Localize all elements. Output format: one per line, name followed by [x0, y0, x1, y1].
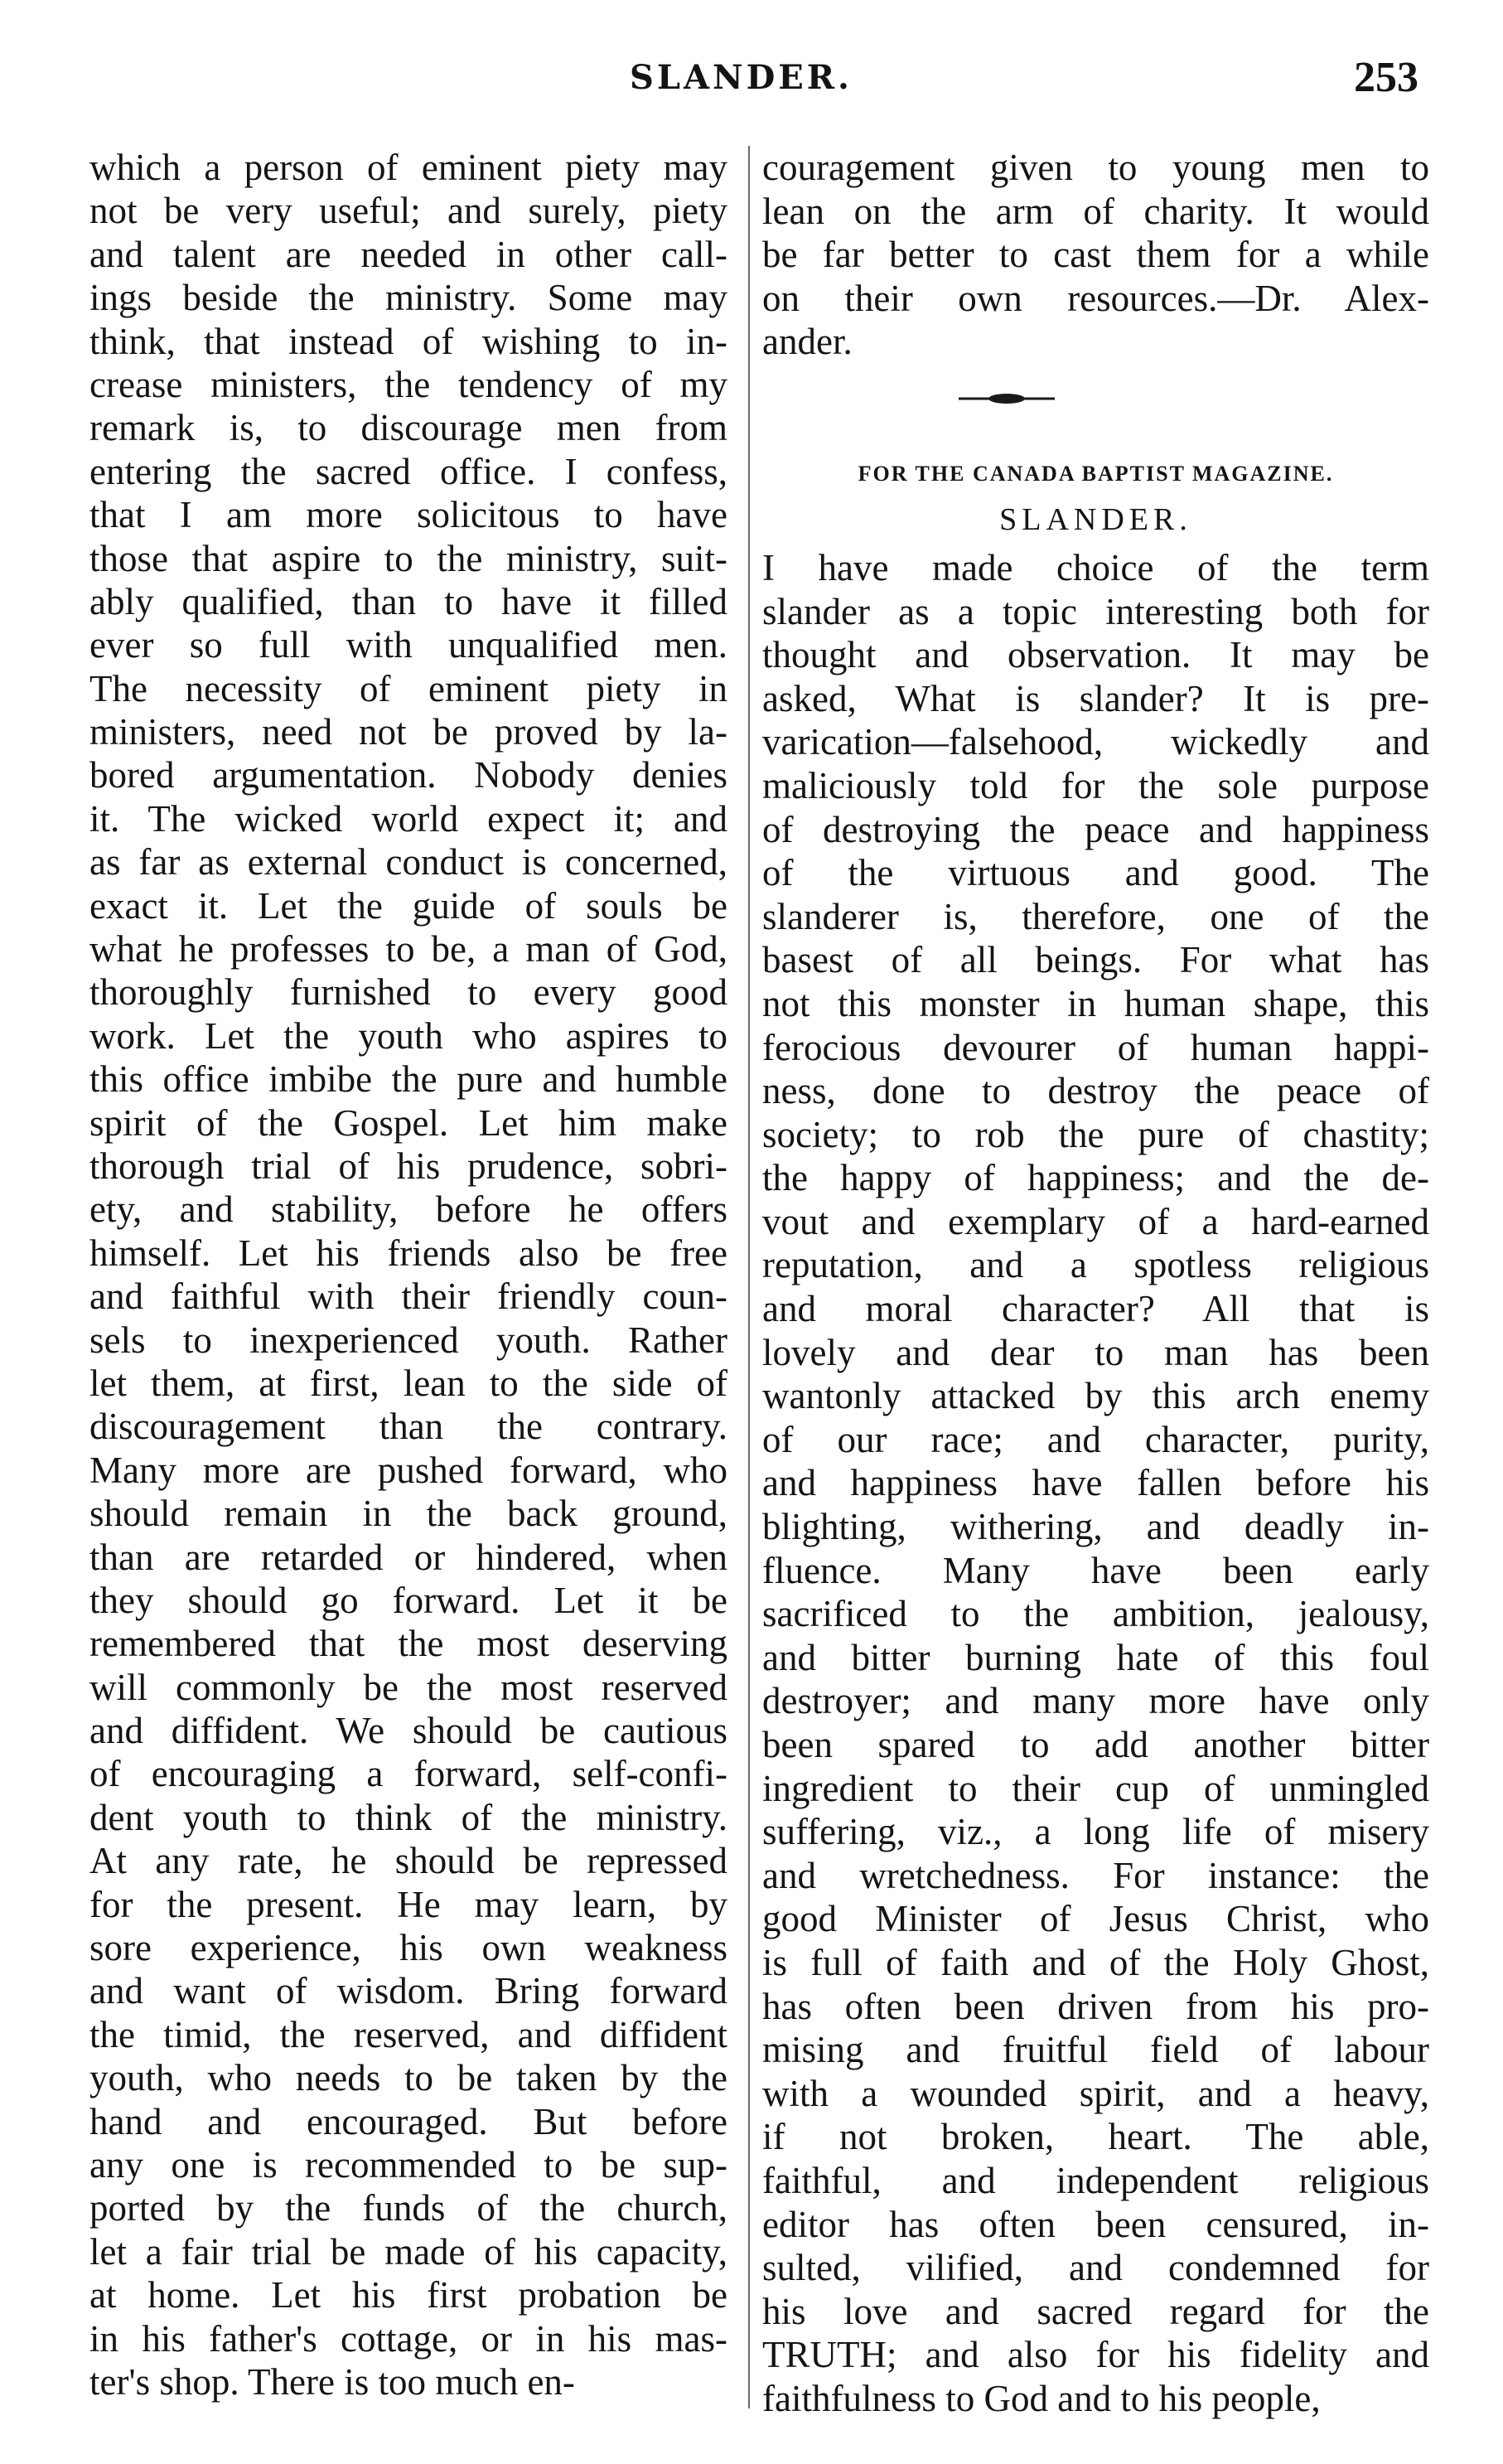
text-line: been spared to add another bitter: [762, 1724, 1429, 1765]
text-line: and talent are needed in other call-: [89, 233, 727, 275]
text-line: ably qualified, than to have it filled: [89, 580, 727, 622]
text-line: be far better to cast them for a while: [762, 234, 1429, 276]
text-line: not be very useful; and surely, piety: [89, 190, 727, 232]
text-line: slanderer is, therefore, one of the: [762, 895, 1429, 937]
text-line: will commonly be the most reserved: [89, 1666, 727, 1708]
text-line: hand and encouraged. But before: [89, 2100, 727, 2142]
text-line: fluence. Many have been early: [762, 1549, 1429, 1591]
section-ornament: [762, 364, 1429, 453]
text-line: TRUTH; and also for his fidelity and: [762, 2334, 1429, 2376]
text-line: his love and sacred regard for the: [762, 2290, 1429, 2332]
source-heading: FOR THE CANADA BAPTIST MAGAZINE.: [858, 461, 1334, 486]
text-line: let a fair trial be made of his capacity,: [89, 2230, 727, 2273]
text-line: sore experience, his own weakness: [89, 1927, 727, 1969]
text-line: and bitter burning hate of this foul: [762, 1636, 1429, 1678]
text-line: faithful, and independent religious: [762, 2159, 1429, 2201]
text-line: ferocious devourer of human happi-: [762, 1026, 1429, 1068]
text-line: and faithful with their friendly coun-: [89, 1276, 727, 1318]
text-line: wantonly attacked by this arch enemy: [762, 1375, 1429, 1417]
text-line: what he professes to be, a man of God,: [89, 928, 727, 971]
text-line: crease ministers, the tendency of my: [89, 363, 727, 405]
text-line: thought and observation. It may be: [762, 634, 1429, 676]
text-line: is full of faith and of the Holy Ghost,: [762, 1941, 1429, 1983]
text-line: bored argumentation. Nobody denies: [89, 754, 727, 796]
text-line: ministers, need not be proved by la-: [89, 711, 727, 753]
text-line: ingredient to their cup of unmingled: [762, 1767, 1429, 1809]
text-line: has often been driven from his pro-: [762, 1985, 1429, 2027]
text-line: any one is recommended to be sup-: [89, 2143, 727, 2186]
text-line: dent youth to think of the ministry.: [89, 1796, 727, 1838]
text-line: vout and exemplary of a hard-earned: [762, 1200, 1429, 1242]
text-line: remark is, to discourage men from: [89, 407, 727, 449]
text-line: destroyer; and many more have only: [762, 1680, 1429, 1722]
text-line: mising and fruitful field of labour: [762, 2029, 1429, 2071]
text-line: ety, and stability, before he offers: [89, 1188, 727, 1231]
text-line: and wretchedness. For instance: the: [762, 1854, 1429, 1896]
text-line: ness, done to destroy the peace of: [762, 1070, 1429, 1112]
text-line: for the present. He may learn, by: [89, 1883, 727, 1925]
text-line: and want of wisdom. Bring forward: [89, 1970, 727, 2012]
text-line: lovely and dear to man has been: [762, 1331, 1429, 1373]
text-line: thoroughly furnished to every good: [89, 971, 727, 1014]
text-line: remembered that the most deserving: [89, 1623, 727, 1665]
text-line: let them, at first, lean to the side of: [89, 1362, 727, 1404]
text-line: blighting, withering, and deadly in-: [762, 1506, 1429, 1548]
text-line: and diffident. We should be cautious: [89, 1710, 727, 1752]
left-column: [89, 146, 727, 2403]
text-line: ander.: [762, 321, 853, 363]
text-line: at home. Let his first probation be: [89, 2274, 727, 2316]
text-line: and happiness have fallen before his: [762, 1462, 1429, 1504]
text-line: it. The wicked world expect it; and: [89, 797, 727, 840]
text-line: couragement given to young men to: [762, 147, 1429, 188]
article-title: SLANDER.: [999, 501, 1192, 537]
text-line: asked, What is slander? It is pre-: [762, 677, 1429, 719]
text-line: reputation, and a spotless religious: [762, 1244, 1429, 1286]
text-line: faithfulness to God and to his people,: [762, 2377, 1321, 2419]
text-line: society; to rob the pure of chastity;: [762, 1113, 1429, 1155]
text-line: which a person of eminent piety may: [89, 147, 727, 188]
text-line: himself. Let his friends also be free: [89, 1232, 727, 1274]
article-body: [762, 546, 1429, 2421]
text-line: good Minister of Jesus Christ, who: [762, 1898, 1429, 1940]
text-line: ings beside the ministry. Some may: [89, 277, 727, 319]
text-line: varication—falsehood, wickedly and: [762, 721, 1429, 763]
text-line: should remain in the back ground,: [89, 1493, 727, 1535]
text-line: lean on the arm of charity. It would: [762, 190, 1429, 232]
column-divider: [748, 146, 750, 2408]
text-line: ter's shop. There is too much en-: [89, 2360, 575, 2403]
text-line: of our race; and character, purity,: [762, 1418, 1429, 1460]
text-line: spirit of the Gospel. Let him make: [89, 1101, 727, 1144]
text-line: entering the sacred office. I confess,: [89, 450, 727, 492]
text-line: in his father's cottage, or in his mas-: [89, 2317, 727, 2360]
text-line: of destroying the peace and happiness: [762, 808, 1429, 850]
text-line: suffering, viz., a long life of misery: [762, 1811, 1429, 1853]
text-line: basest of all beings. For what has: [762, 939, 1429, 981]
text-line: those that aspire to the ministry, suit-: [89, 537, 727, 579]
text-line: of encouraging a forward, self-confi-: [89, 1753, 727, 1795]
running-title: SLANDER.: [630, 58, 853, 97]
text-line: with a wounded spirit, and a heavy,: [762, 2072, 1429, 2114]
text-line: maliciously told for the sole purpose: [762, 764, 1429, 806]
text-line: the happy of happiness; and the de-: [762, 1157, 1429, 1199]
text-line: thorough trial of his prudence, sobri-: [89, 1145, 727, 1187]
text-line: this office imbibe the pure and humble: [89, 1058, 727, 1101]
text-line: they should go forward. Let it be: [89, 1579, 727, 1621]
text-line: youth, who needs to be taken by the: [89, 2057, 727, 2099]
text-line: of the virtuous and good. The: [762, 852, 1429, 894]
text-line: if not broken, heart. The able,: [762, 2116, 1429, 2158]
text-line: sulted, vilified, and condemned for: [762, 2247, 1429, 2289]
text-line: At any rate, he should be repressed: [89, 1840, 727, 1882]
text-line: Many more are pushed forward, who: [89, 1449, 727, 1491]
text-line: not this monster in human shape, this: [762, 982, 1429, 1024]
running-head: [0, 56, 1503, 106]
text-line: ported by the funds of the church,: [89, 2187, 727, 2229]
text-line: the timid, the reserved, and diffident: [89, 2013, 727, 2055]
page-number: 253: [1354, 54, 1418, 101]
ornament-rule-icon: [957, 390, 1056, 407]
text-line: exact it. Let the guide of souls be: [89, 884, 727, 927]
text-line: The necessity of eminent piety in: [89, 667, 727, 709]
text-line: as far as external conduct is concerned,: [89, 841, 727, 883]
right-column-continuation: [762, 146, 1429, 364]
text-line: than are retarded or hindered, when: [89, 1536, 727, 1578]
text-line: that I am more solicitous to have: [89, 494, 727, 536]
text-line: slander as a topic interesting both for: [762, 590, 1429, 632]
right-column: [762, 146, 1429, 2421]
text-line: work. Let the youth who aspires to: [89, 1014, 727, 1057]
text-line: discouragement than the contrary.: [89, 1406, 727, 1448]
text-line: sacrificed to the ambition, jealousy,: [762, 1593, 1429, 1635]
text-line: I have made choice of the term: [762, 546, 1429, 588]
text-line: and moral character? All that is: [762, 1288, 1429, 1330]
text-line: sels to inexperienced youth. Rather: [89, 1319, 727, 1361]
text-line: on their own resources.—Dr. Alex-: [762, 277, 1429, 319]
text-line: ever so full with unqualified men.: [89, 624, 727, 666]
text-line: editor has often been censured, in-: [762, 2203, 1429, 2245]
text-line: think, that instead of wishing to in-: [89, 320, 727, 362]
